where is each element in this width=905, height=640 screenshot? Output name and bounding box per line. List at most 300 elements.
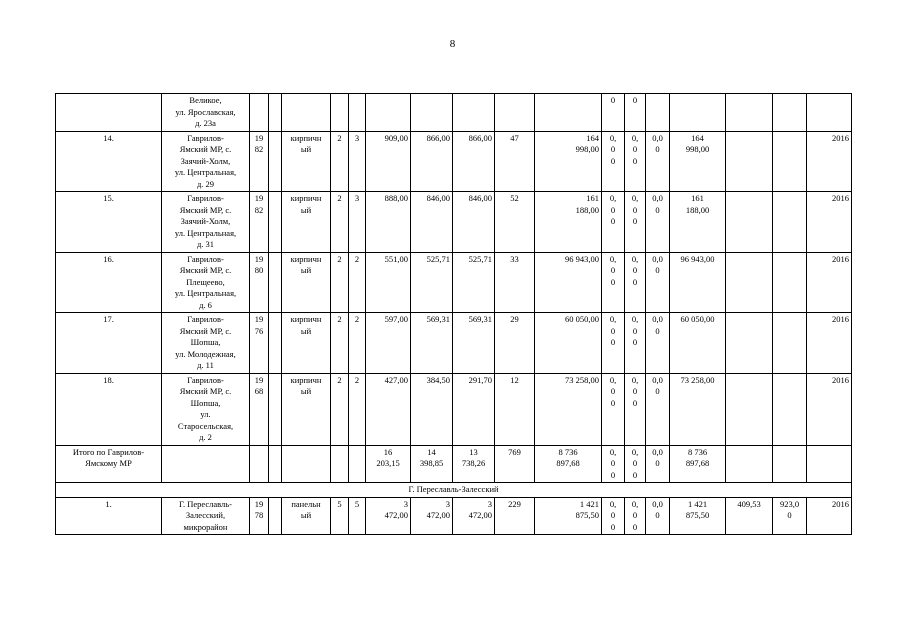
repair-cost-cell-line: 73 258,00: [565, 374, 599, 385]
residential-area-cell: [453, 192, 495, 253]
address-cell-line: Заячий-Холм,: [180, 216, 231, 226]
fund-cell-line: 0: [655, 265, 660, 275]
year-cell-line: 78: [254, 510, 264, 520]
fund-cell-line: 0: [632, 469, 638, 480]
completion-year-cell: 2016: [807, 373, 852, 445]
fund-cell-line: 0,0: [652, 446, 663, 457]
year-cell-line: 82: [254, 144, 264, 154]
row-number-cell: [56, 94, 162, 132]
address-cell: [162, 94, 250, 132]
total-label-cell-line: Итого по Гаврилов-: [72, 446, 145, 457]
fund-cell-line: 0: [610, 144, 616, 154]
residential-area-cell: [453, 94, 495, 132]
total-area-cell-line: 427,00: [384, 374, 408, 385]
address-cell: [162, 313, 250, 374]
fund-cell-line: 0,: [609, 193, 617, 203]
fund-cell-line: 0: [632, 276, 638, 287]
address-cell-line: Ямский МР, с.: [179, 325, 232, 336]
max-cost-cell: [773, 497, 807, 535]
blank-cell: [269, 445, 282, 483]
wall-material-cell-line: кирпичн: [290, 314, 322, 324]
address-cell-line: микрорайон: [183, 521, 228, 532]
address-cell-line: Ямский МР, с.: [179, 265, 232, 275]
fund-cell-line: 0: [610, 265, 616, 275]
year-cell: [250, 131, 269, 192]
address-cell-line: Гаврилов-: [187, 374, 224, 385]
max-cost-cell: [773, 192, 807, 253]
repair-cost-cell-line: 875,50: [575, 510, 599, 520]
unit-cost-cell: [726, 131, 773, 192]
residential-area-cell: [453, 497, 495, 535]
fund-cell-line: 0: [632, 325, 638, 336]
premises-area-cell: [411, 252, 453, 313]
residential-area-cell-line: 472,00: [468, 510, 492, 520]
owners-funds-cell: [670, 445, 726, 483]
repair-cost-cell-line: 60 050,00: [565, 314, 599, 324]
residential-area-cell: [453, 373, 495, 445]
repair-cost-cell: [535, 131, 602, 192]
year-cell: [250, 252, 269, 313]
fund-cell-line: 0,: [631, 253, 639, 264]
unit-cost-cell-line: 409,53: [737, 498, 761, 509]
total-area-cell-line: 472,00: [384, 510, 408, 520]
completion-year-cell: 2016: [807, 131, 852, 192]
fund-cell-line: 0: [610, 458, 616, 468]
fund-cell-line: 0: [610, 386, 616, 396]
address-cell-line: Шопша,: [190, 337, 221, 347]
wall-material-cell-line: кирпичн: [290, 253, 322, 264]
wall-material-cell: [282, 192, 331, 253]
address-cell-line: д. 23а: [195, 118, 216, 128]
floors-cell: 2: [331, 313, 349, 374]
fund-cell-line: 0,: [631, 193, 639, 203]
repair-cost-cell-line: 164: [586, 132, 599, 143]
residential-area-cell: [453, 313, 495, 374]
total-area-cell-line: 551,00: [384, 253, 408, 264]
fund-cell-line: 0: [632, 265, 638, 275]
fund-cell-line: 0: [632, 95, 638, 105]
table-row: [56, 252, 852, 313]
total-label-cell: [56, 445, 162, 483]
wall-material-cell-line: ый: [300, 325, 312, 336]
total-area-cell: [366, 373, 411, 445]
premises-area-cell: [411, 131, 453, 192]
wall-material-cell: [282, 497, 331, 535]
max-cost-cell: [773, 131, 807, 192]
blank-cell: [250, 445, 269, 483]
fund-cell-line: 0: [610, 276, 616, 287]
table-row: [56, 373, 852, 445]
completion-year-cell: 2016: [807, 252, 852, 313]
fund-cell: [646, 445, 670, 483]
total-area-cell-line: 3: [403, 498, 408, 509]
residential-area-cell-line: 738,26: [461, 458, 486, 468]
residents-cell: 12: [495, 373, 535, 445]
premises-area-cell-line: 472,00: [426, 510, 450, 520]
address-cell-line: Г. Переславль-: [179, 498, 232, 509]
year-cell: [250, 313, 269, 374]
owners-funds-cell: [670, 131, 726, 192]
repair-cost-cell-line: 96 943,00: [565, 253, 599, 264]
fund-cell-line: 0: [632, 144, 638, 154]
fund-cell: [625, 192, 646, 253]
fund-cell-line: 0: [655, 386, 660, 396]
repair-cost-cell: [535, 313, 602, 374]
max-cost-cell: [773, 252, 807, 313]
entrances-cell: [349, 94, 366, 132]
max-cost-cell-line: 923,0: [779, 498, 800, 509]
address-cell: [162, 131, 250, 192]
premises-area-cell-line: 866,00: [426, 132, 450, 143]
residential-area-cell-line: 846,00: [468, 193, 492, 203]
fund-cell-line: 0,0: [652, 314, 663, 324]
year-cell-line: 19: [254, 374, 264, 385]
fund-cell: [625, 445, 646, 483]
fund-cell-line: 0: [632, 458, 638, 468]
fund-cell-line: 0: [632, 155, 638, 166]
owners-funds-cell-line: 96 943,00: [680, 253, 715, 264]
fund-cell: [602, 252, 625, 313]
premises-area-cell-line: 3: [445, 498, 450, 509]
fund-cell-line: 0: [610, 204, 616, 215]
owners-funds-cell-line: 164: [691, 132, 704, 143]
fund-cell: [602, 497, 625, 535]
blank-cell: [269, 497, 282, 535]
total-area-cell: [366, 94, 411, 132]
housing-register-table: [55, 93, 852, 535]
fund-cell-line: 0: [632, 216, 638, 226]
address-cell-line: Старосельская,: [177, 420, 234, 431]
table-row: [56, 192, 852, 253]
fund-cell-line: 0,: [609, 253, 617, 264]
entrances-cell: 3: [349, 131, 366, 192]
premises-area-cell-line: 398,85: [419, 458, 444, 468]
fund-cell-line: 0,0: [652, 253, 663, 264]
fund-cell-line: 0,: [609, 374, 617, 385]
wall-material-cell-line: ый: [300, 510, 312, 520]
year-cell-line: 19: [254, 498, 264, 509]
fund-cell: [646, 373, 670, 445]
wall-material-cell-line: кирпичн: [290, 193, 322, 203]
year-cell: [250, 94, 269, 132]
address-cell: [162, 373, 250, 445]
total-row: [56, 445, 852, 483]
row-number-cell: 14.: [56, 131, 162, 192]
residential-area-cell-line: 569,31: [468, 314, 492, 324]
fund-cell: [625, 252, 646, 313]
fund-cell: [602, 131, 625, 192]
fund-cell: [646, 131, 670, 192]
owners-funds-cell-line: 161: [691, 193, 704, 203]
unit-cost-cell: [726, 497, 773, 535]
fund-cell: [625, 313, 646, 374]
fund-cell-line: 0: [610, 521, 616, 532]
unit-cost-cell: [726, 94, 773, 132]
fund-cell-line: 0,: [609, 498, 617, 509]
wall-material-cell-line: ый: [300, 204, 312, 215]
owners-funds-cell: [670, 497, 726, 535]
address-cell-line: ул. Молодежная,: [175, 348, 236, 359]
premises-area-cell-line: 14: [427, 446, 436, 457]
fund-cell: [646, 192, 670, 253]
year-cell-line: 19: [254, 132, 264, 143]
blank-cell: [773, 445, 807, 483]
repair-cost-cell-line: 161: [586, 193, 599, 203]
fund-cell-line: 0: [610, 155, 616, 166]
wall-material-cell: [282, 373, 331, 445]
fund-cell-line: 0: [610, 216, 616, 226]
blank-cell: [331, 445, 349, 483]
address-cell-line: Заячий-Холм,: [180, 155, 231, 166]
owners-funds-cell-line: 998,00: [685, 144, 710, 154]
fund-cell-line: 0: [655, 510, 660, 520]
premises-area-cell: [411, 94, 453, 132]
entrances-cell: 2: [349, 313, 366, 374]
section-row: [56, 483, 852, 498]
table-row: [56, 131, 852, 192]
fund-cell: [625, 94, 646, 132]
fund-cell: [602, 373, 625, 445]
year-cell-line: 19: [254, 253, 264, 264]
fund-cell-line: 0,0: [652, 132, 663, 143]
residential-area-cell-line: 291,70: [468, 374, 492, 385]
fund-cell: [625, 131, 646, 192]
fund-cell-line: 0: [610, 469, 616, 480]
floors-cell: [331, 94, 349, 132]
wall-material-cell: [282, 313, 331, 374]
repair-cost-cell: [535, 192, 602, 253]
completion-year-cell: 2016: [807, 192, 852, 253]
fund-cell-line: 0: [632, 510, 638, 520]
wall-material-cell-line: кирпичн: [290, 374, 322, 385]
address-cell-line: ул. Центральная,: [174, 167, 237, 177]
fund-cell: [646, 94, 670, 132]
address-cell: [162, 192, 250, 253]
table-row: [56, 94, 852, 132]
total-area-cell: [366, 131, 411, 192]
row-number-cell: 18.: [56, 373, 162, 445]
address-cell-line: ул. Ярославская,: [175, 106, 236, 117]
repair-cost-cell: [535, 497, 602, 535]
year-cell-line: 19: [254, 193, 264, 203]
residential-area-cell-line: 525,71: [468, 253, 492, 264]
max-cost-cell: [773, 94, 807, 132]
fund-cell-line: 0: [610, 325, 616, 336]
fund-cell: [646, 497, 670, 535]
wall-material-cell-line: панельн: [291, 498, 321, 509]
total-area-cell-line: 888,00: [384, 193, 408, 203]
owners-funds-cell-line: 188,00: [685, 204, 710, 215]
repair-cost-cell: [535, 373, 602, 445]
owners-funds-cell-line: 1 421: [687, 498, 708, 509]
premises-area-cell-line: 525,71: [426, 253, 450, 264]
fund-cell: [602, 445, 625, 483]
premises-area-cell: [411, 373, 453, 445]
address-cell-line: д. 6: [199, 299, 212, 310]
fund-cell-line: 0,: [609, 132, 617, 143]
fund-cell: [646, 313, 670, 374]
wall-material-cell: [282, 252, 331, 313]
fund-cell-line: 0,: [631, 498, 639, 509]
owners-funds-cell: [670, 94, 726, 132]
total-area-cell-line: 16: [383, 446, 393, 457]
repair-cost-cell-line: 8 736: [558, 446, 578, 457]
completion-year-cell: 2016: [807, 497, 852, 535]
fund-cell-line: 0: [610, 337, 616, 347]
total-label-cell-line: Ямскому МР: [85, 458, 132, 468]
fund-cell-line: 0,: [631, 374, 639, 385]
year-cell-line: 76: [254, 325, 264, 336]
max-cost-cell: [773, 313, 807, 374]
address-cell-line: Гаврилов-: [187, 314, 224, 324]
total-area-cell: [366, 252, 411, 313]
fund-cell-line: 0: [632, 204, 638, 215]
owners-funds-cell: [670, 373, 726, 445]
completion-year-cell: 2016: [807, 313, 852, 374]
year-cell-line: 68: [254, 386, 264, 396]
address-cell-line: д. 29: [196, 178, 215, 189]
fund-cell-line: 0: [632, 397, 638, 408]
row-number-cell: 16.: [56, 252, 162, 313]
address-cell-line: ул.: [200, 409, 211, 419]
address-cell-line: Гаврилов-: [187, 253, 224, 264]
premises-area-cell: [411, 313, 453, 374]
fund-cell-line: 0: [632, 521, 638, 532]
fund-cell-line: 0: [632, 386, 638, 396]
repair-cost-cell-line: 188,00: [575, 204, 599, 215]
year-cell: [250, 373, 269, 445]
fund-cell-line: 0,: [631, 132, 639, 143]
row-number-cell: 15.: [56, 192, 162, 253]
table-row: [56, 497, 852, 535]
premises-area-cell-line: 384,50: [426, 374, 450, 385]
fund-cell: [646, 252, 670, 313]
address-cell-line: д. 31: [196, 239, 215, 249]
fund-cell-line: 0: [655, 458, 660, 468]
repair-cost-cell: [535, 252, 602, 313]
blank-cell: [282, 445, 331, 483]
wall-material-cell-line: ый: [300, 386, 312, 396]
unit-cost-cell: [726, 373, 773, 445]
address-cell-line: Залесский,: [185, 510, 226, 520]
residential-area-cell-line: 13: [469, 446, 478, 457]
residential-area-cell: [453, 252, 495, 313]
fund-cell-line: 0,0: [652, 374, 663, 385]
residents-cell: 47: [495, 131, 535, 192]
floors-cell: 2: [331, 373, 349, 445]
fund-cell-line: 0,: [631, 446, 639, 457]
year-cell-line: 19: [254, 314, 264, 324]
entrances-cell: 2: [349, 252, 366, 313]
total-area-cell-line: 203,15: [376, 458, 400, 468]
fund-cell-line: 0,: [631, 314, 639, 324]
section-title: Г. Переславль-Залесский: [56, 483, 852, 498]
blank-cell: [269, 373, 282, 445]
repair-cost-cell-line: 897,68: [556, 458, 580, 468]
address-cell-line: ул. Центральная,: [174, 288, 237, 298]
blank-cell: [726, 445, 773, 483]
total-area-cell: [366, 497, 411, 535]
fund-cell-line: 0: [610, 510, 616, 520]
fund-cell-line: 0,0: [652, 498, 663, 509]
owners-funds-cell: [670, 313, 726, 374]
residents-cell: 29: [495, 313, 535, 374]
owners-funds-cell: [670, 252, 726, 313]
max-cost-cell-line: 0: [787, 510, 792, 520]
total-area-cell: [366, 192, 411, 253]
fund-cell-line: 0,0: [652, 193, 663, 203]
fund-cell-line: 0: [655, 204, 660, 215]
fund-cell: [602, 192, 625, 253]
address-cell-line: ул. Центральная,: [174, 227, 237, 238]
blank-cell: [269, 192, 282, 253]
blank-cell: [269, 313, 282, 374]
residents-cell: [495, 94, 535, 132]
total-area-cell: [366, 313, 411, 374]
fund-cell-line: 0: [610, 397, 616, 408]
premises-area-cell: [411, 192, 453, 253]
address-cell-line: д. 2: [199, 432, 212, 442]
repair-cost-cell: [535, 445, 602, 483]
entrances-cell: 5: [349, 497, 366, 535]
year-cell-line: 80: [254, 265, 264, 275]
entrances-cell: 2: [349, 373, 366, 445]
repair-cost-cell: [535, 94, 602, 132]
premises-area-cell: [411, 445, 453, 483]
fund-cell-line: 0: [655, 144, 660, 154]
wall-material-cell-line: ый: [300, 265, 312, 275]
address-cell: [162, 252, 250, 313]
max-cost-cell: [773, 373, 807, 445]
page-number: 8: [449, 38, 456, 50]
address-cell-line: д. 11: [197, 360, 214, 370]
repair-cost-cell-line: 1 421: [579, 498, 599, 509]
address-cell-line: Плещеево,: [186, 276, 225, 287]
repair-cost-cell-line: 998,00: [575, 144, 599, 154]
premises-area-cell-line: 569,31: [426, 314, 450, 324]
address-cell-line: Ямский МР, с.: [179, 386, 232, 396]
fund-cell: [625, 373, 646, 445]
entrances-cell: 3: [349, 192, 366, 253]
unit-cost-cell: [726, 252, 773, 313]
blank-cell: [162, 445, 250, 483]
address-cell-line: Великое,: [189, 95, 222, 105]
floors-cell: 2: [331, 131, 349, 192]
blank-cell: [349, 445, 366, 483]
blank-cell: [269, 94, 282, 132]
owners-funds-cell-line: 60 050,00: [680, 314, 715, 324]
fund-cell: [602, 94, 625, 132]
residential-area-cell-line: 866,00: [468, 132, 492, 143]
wall-material-cell: [282, 131, 331, 192]
premises-area-cell-line: 846,00: [426, 193, 450, 203]
residents-cell: 769: [495, 445, 535, 483]
residents-cell: 52: [495, 192, 535, 253]
fund-cell-line: 0,: [609, 314, 617, 324]
residents-cell: 33: [495, 252, 535, 313]
residential-area-cell: [453, 445, 495, 483]
year-cell: [250, 497, 269, 535]
residential-area-cell-line: 3: [487, 498, 492, 509]
unit-cost-cell: [726, 313, 773, 374]
floors-cell: 2: [331, 192, 349, 253]
fund-cell-line: 0: [632, 337, 638, 347]
total-area-cell-line: 909,00: [384, 132, 408, 143]
total-area-cell-line: 597,00: [384, 314, 408, 324]
row-number-cell: 1.: [56, 497, 162, 535]
address-cell-line: Ямский МР, с.: [179, 144, 232, 154]
blank-cell: [807, 445, 852, 483]
